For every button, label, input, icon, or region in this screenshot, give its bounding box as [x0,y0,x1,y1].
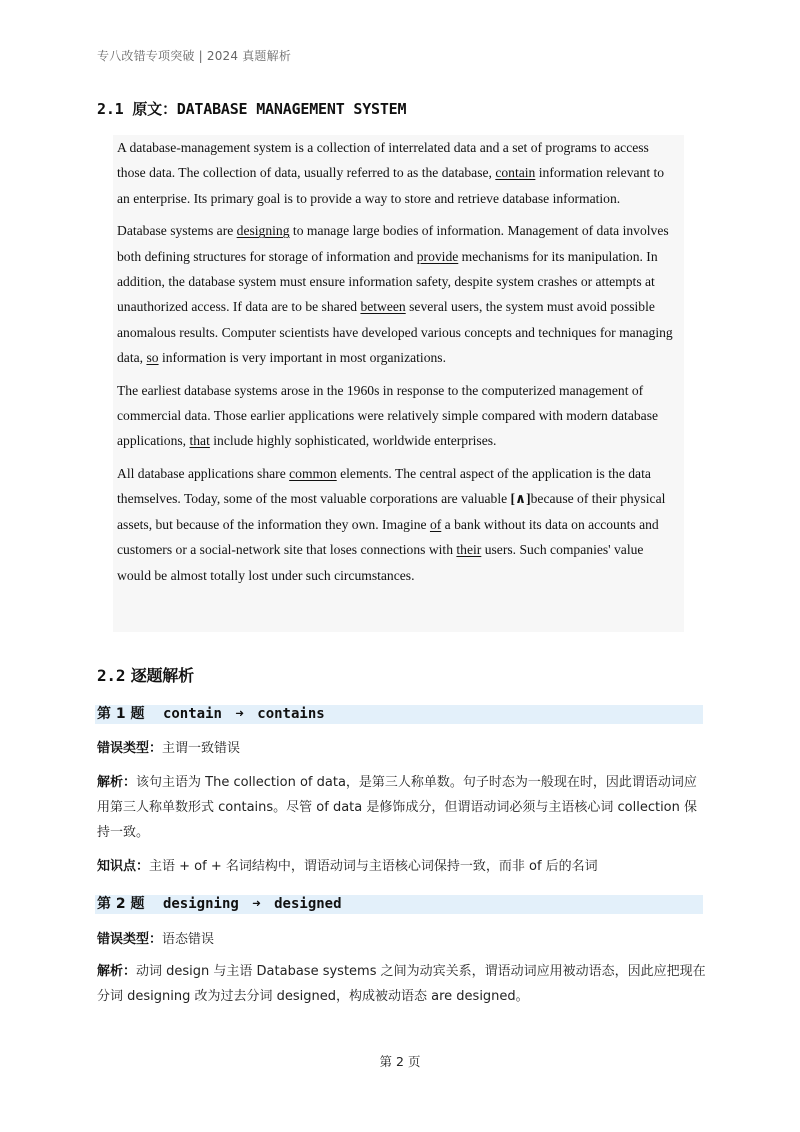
insertion-mark: [∧] [510,491,531,507]
question-1-analysis [97,770,707,845]
running-header: 专八改错专项突破 | 2024 真题解析 [97,49,292,63]
original-paragraph: Database systems are designing to manage large bodies of information. Management of data involves both defining structures for storage of information and provide mechanisms for its manipulation. In addition, the database system must ensure information safety, despite system crashes or attempts at unauthorized access. If data are to be shared between several users, the system must avoid possible anomalous results. Computer scientists have developed various concepts and techniques for managing data, so information is very important in most organizations. [117,223,673,366]
corrected-word: designed [274,896,342,912]
knowledge-label: 知识点： [97,859,150,874]
error-word: provide [416,248,459,264]
section-number: 2.2 [97,666,126,685]
error-word: of [429,516,442,532]
error-word: that [189,433,210,449]
original-paragraph: The earliest database systems arose in the 1960s in response to the computerized management of commercial data. Those earlier applications were relatively simple compared with modern database applications, that include highly sophisticated, worldwide enterprises. [117,382,659,449]
page-number: 第 2 页 [379,1054,421,1069]
analysis-label: 解析： [97,964,137,979]
error-word: designing [236,223,290,239]
original-paragraph: All database applications share common elements. The central aspect of the application is the data themselves. Today, some of the most valuable corporations are valuable [∧]because of their physical assets, but because of the information they own. Imagine of a bank without its data on accounts and customers or a social-network site that loses connections with their users. Such companies' value would be almost totally lost under such circumstances. [117,465,666,583]
analysis-label: 解析： [97,775,137,790]
question-1-error-type [97,736,707,761]
question-2-analysis [97,959,707,1009]
wrong-word: contain [162,706,222,722]
error-word: their [456,542,482,558]
section-title: 逐题解析 [130,666,194,685]
original-text-box [113,135,684,632]
original-paragraph: A database-management system is a collection of interrelated data and a set of programs to access those data. The collection of data, usually referred to as the database, contain information relevant to an enterprise. Its primary goal is to provide a way to store and retrieve database information. [117,140,665,206]
section-number: 2.1 [97,100,124,118]
error-type-label: 错误类型： [97,932,163,947]
error-type-label: 错误类型： [97,741,163,756]
question-1-knowledge [97,854,707,879]
question-2-error-type [97,927,707,952]
error-type-value: 主谓一致错误 [162,741,241,756]
analysis-text: 动词 design 与主语 Database systems 之间为动宾关系，谓语动词应用被动语态，因此应把现在分词 designing 改为过去分词 designed，构成被动语态 are designed。 [97,964,706,1004]
arrow-right-icon: ➜ [252,896,261,912]
knowledge-text: 主语 + of + 名词结构中，谓语动词与主语核心词保持一致，而非 of 后的名词 [149,859,598,874]
section-title: 原文：DATABASE MANAGEMENT SYSTEM [132,100,407,118]
error-type-value: 语态错误 [162,932,215,947]
question-2-bar [95,895,703,914]
question-1-bar [95,705,703,724]
error-word: common [289,465,337,481]
corrected-word: contains [257,706,325,722]
section-heading-analysis [97,663,194,686]
analysis-text: 该句主语为 The collection of data，是第三人称单数。句子时态为一般现在时，因此谓语动词应用第三人称单数形式 contains。尽管 of data 是修饰成分，但谓语动词必须与主语核心词 collection 保持一致。 [97,775,698,840]
error-word: so [146,350,159,366]
arrow-right-icon: ➜ [235,706,244,722]
question-number: 第 2 题 [97,896,145,912]
error-word: contain [495,165,536,181]
error-word: between [360,299,406,315]
wrong-word: designing [162,896,239,912]
question-number: 第 1 题 [97,706,145,722]
section-heading-original [97,98,406,119]
